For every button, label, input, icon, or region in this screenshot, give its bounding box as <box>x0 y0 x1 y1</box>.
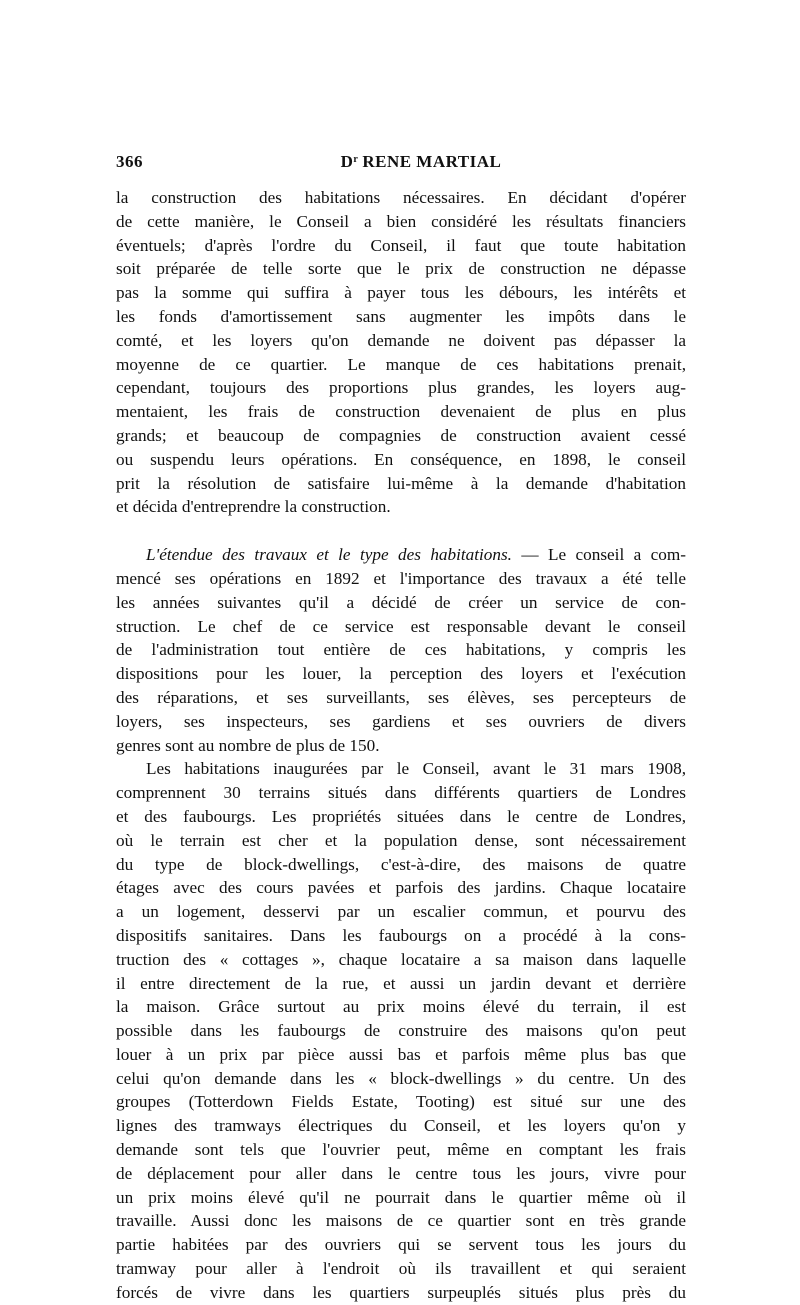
text-line: du type de block-dwellings, c'est-à-dire, des maisons de quatre <box>116 854 686 874</box>
text-line: demande sont tels que l'ouvrier peut, même en comptant les frais <box>116 1140 686 1160</box>
text-line: étages avec des cours pavées et parfois des jardins. Chaque locataire <box>116 878 686 898</box>
text-line: comté, et les loyers qu'on demande ne doivent pas dépasser la <box>116 330 686 350</box>
text-line: les fonds d'amortissement sans augmenter les impôts dans le <box>116 306 686 326</box>
text-line: lignes des tramways électriques du Conseil, et les loyers qu'on y <box>116 1116 686 1136</box>
text-line: cependant, toujours des proportions plus grandes, les loyers aug- <box>116 378 686 398</box>
text-line: la construction des habitations nécessaires. En décidant d'opérer <box>116 188 686 207</box>
running-title <box>116 152 686 172</box>
text-line: a un logement, desservi par un escalier commun, et pourvu des <box>116 902 686 922</box>
text-line: de cette manière, le Conseil a bien considéré les résultats financiers <box>116 211 686 231</box>
text-line: mentaient, les frais de construction devenaient de plus en plus <box>116 402 686 422</box>
text-line: des réparations, et ses surveillants, ses élèves, ses percepteurs de <box>116 687 686 707</box>
text-line: de déplacement pour aller dans le centre tous les jours, vivre pour <box>116 1163 686 1183</box>
text-line: struction. Le chef de ce service est responsable devant le conseil <box>116 616 686 636</box>
paragraph-2 <box>116 543 686 757</box>
text-line: moyenne de ce quartier. Le manque de ces habitations prenait, <box>116 354 686 374</box>
text-line: louer à un prix par pièce aussi bas et parfois même plus bas que <box>116 1044 686 1064</box>
text-line: possible dans les faubourgs de construire des maisons qu'on peut <box>116 1021 686 1041</box>
text-line: pas la somme qui suffira à payer tous les débours, les intérêts et <box>116 283 686 303</box>
text-line: éventuels; d'après l'ordre du Conseil, il faut que toute habitation <box>116 235 686 255</box>
text-line: les années suivantes qu'il a décidé de créer un service de con- <box>116 592 686 612</box>
text-line: soit préparée de telle sorte que le prix de construction ne dépasse <box>116 259 686 279</box>
text-line: mencé ses opérations en 1892 et l'importance des travaux a été telle <box>116 568 686 588</box>
title-prefix: D <box>340 152 354 171</box>
text-line: ou suspendu leurs opérations. En conséquence, en 1898, le conseil <box>116 449 686 469</box>
title-name: RENE MARTIAL <box>362 152 502 171</box>
paragraph-3 <box>116 757 686 1304</box>
text-line: Les habitations inaugurées par le Conseil, avant le 31 mars 1908, <box>146 759 686 779</box>
running-head <box>116 152 686 178</box>
text-line: comprennent 30 terrains situés dans différents quartiers de Londres <box>116 783 686 803</box>
text-line: travaille. Aussi donc les maisons de ce quartier sont en très grande <box>116 1211 686 1231</box>
text-line: dispositifs sanitaires. Dans les faubourgs on a procédé à la cons- <box>116 925 686 945</box>
text-line: tramway pour aller à l'endroit où ils travaillent et qui seraient <box>116 1259 686 1279</box>
text-line: grands; et beaucoup de compagnies de construction avaient cessé <box>116 425 686 445</box>
text-line: forcés de vivre dans les quartiers surpeuplés situés plus près du <box>116 1282 686 1302</box>
text-line: un prix moins élevé qu'il ne pourrait dans le quartier même où il <box>116 1187 686 1207</box>
book-page <box>116 152 686 1305</box>
page-number: 366 <box>116 152 143 171</box>
text-line: loyers, ses inspecteurs, ses gardiens et ses ouvriers de divers <box>116 711 686 731</box>
text-line: et décida d'entreprendre la construction. <box>116 497 391 517</box>
paragraph-1 <box>116 186 686 519</box>
body-text <box>116 186 686 1305</box>
text-line <box>116 543 686 567</box>
text-line: dispositions pour les louer, la perception des loyers et l'exécution <box>116 664 686 684</box>
text-line: celui qu'on demande dans les « block-dwellings » du centre. Un des <box>116 1068 686 1088</box>
text-line: truction des « cottages », chaque locataire a sa maison dans laquelle <box>116 949 686 969</box>
text-line: de l'administration tout entière de ces habitations, y compris les <box>116 640 686 660</box>
text-line: genres sont au nombre de plus de 150. <box>116 735 380 755</box>
text-line: où le terrain est cher et la population dense, sont nécessairement <box>116 830 686 850</box>
text-line: groupes (Totterdown Fields Estate, Tooting) est situé sur une des <box>116 1092 686 1112</box>
text-line: partie habitées par des ouvriers qui se servent tous les jours du <box>116 1235 686 1255</box>
text-line: la maison. Grâce surtout au prix moins élevé du terrain, il est <box>116 997 686 1017</box>
title-superscript: r <box>353 154 359 165</box>
section-heading: L'étendue des travaux et le type des habitations. <box>146 545 512 565</box>
text-line: il entre directement de la rue, et aussi un jardin devant et derrière <box>116 973 686 993</box>
heading-continuation: — Le conseil a com- <box>511 545 686 565</box>
text-line: et des faubourgs. Les propriétés situées dans le centre de Londres, <box>116 806 686 826</box>
text-line: prit la résolution de satisfaire lui-même à la demande d'habitation <box>116 473 686 493</box>
paragraph-gap <box>116 519 686 543</box>
